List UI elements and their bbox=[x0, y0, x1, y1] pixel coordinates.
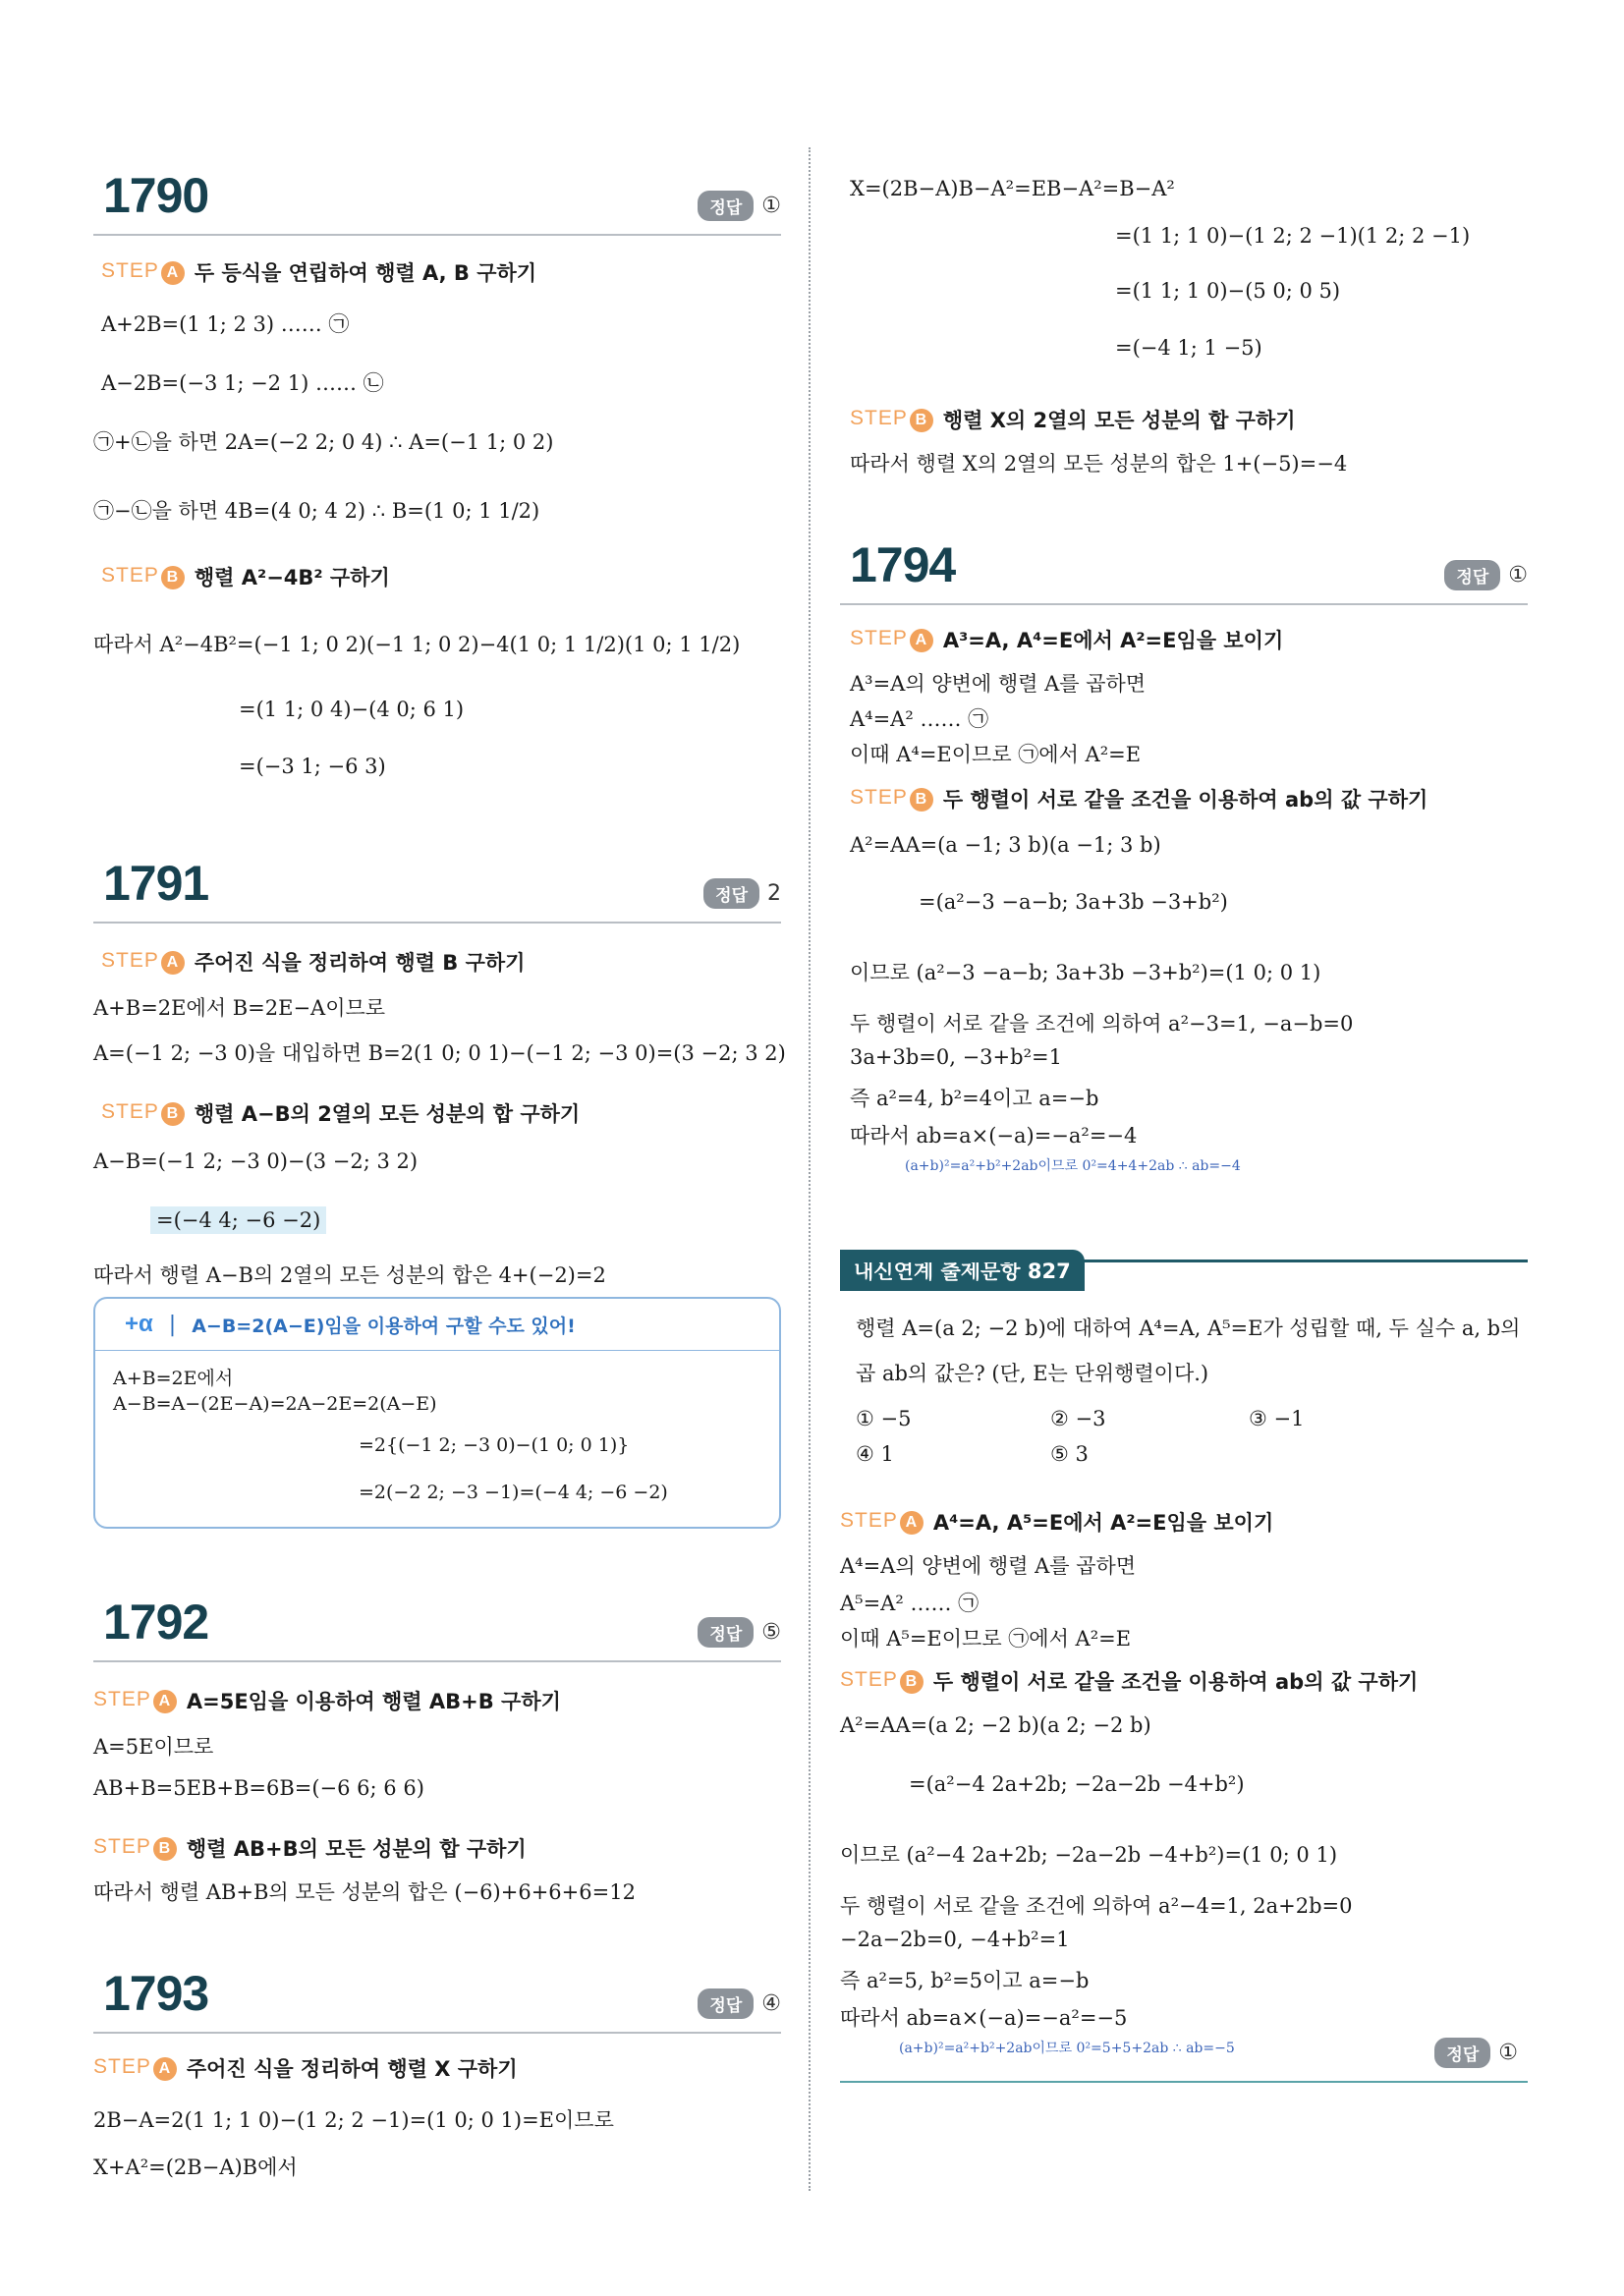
answer-value: ① bbox=[761, 194, 781, 218]
solution-line: 따라서 ab=a×(−a)=−a²=−5 bbox=[840, 2006, 1128, 2030]
solution-line: −2a−2b=0, −4+b²=1 bbox=[840, 1928, 1070, 1951]
step-a bbox=[840, 1507, 1273, 1537]
problem-number: 1791 bbox=[103, 856, 209, 911]
solution-line: 즉 a²=4, b²=4이고 a=−b bbox=[850, 1087, 1099, 1110]
step-a bbox=[101, 257, 536, 287]
solution-line: =(1 1; 1 0)−(5 0; 0 5) bbox=[1115, 279, 1341, 303]
solution-line: 즉 a²=5, b²=5이고 a=−b bbox=[840, 1969, 1090, 1992]
step-letter: B bbox=[153, 1837, 177, 1861]
answer-value: ④ bbox=[761, 1991, 781, 2016]
solution-line: A⁴=A의 양변에 행렬 A를 곱하면 bbox=[840, 1554, 1137, 1578]
solution-line: 따라서 ab=a×(−a)=−a²=−4 bbox=[850, 1124, 1138, 1148]
solution-line: 따라서 행렬 AB+B의 모든 성분의 합은 (−6)+6+6+6=12 bbox=[93, 1880, 636, 1904]
solution-line: =(−4 4; −6 −2) bbox=[150, 1206, 326, 1234]
step-title: A⁴=A, A⁵=E에서 A²=E임을 보이기 bbox=[932, 1511, 1274, 1535]
solution-line: A−B=(−1 2; −3 0)−(3 −2; 3 2) bbox=[93, 1149, 419, 1173]
solution-line: =(a²−4 2a+2b; −2a−2b −4+b²) bbox=[909, 1772, 1245, 1796]
answer-badge: 정답 bbox=[698, 1988, 754, 2019]
answer bbox=[698, 1617, 781, 1648]
step-b bbox=[101, 1098, 580, 1128]
alpha-line: A+B=2E에서 bbox=[113, 1368, 234, 1389]
choice: ① −5 bbox=[856, 1407, 912, 1430]
step-letter: A bbox=[161, 261, 185, 285]
solution-line: AB+B=5EB+B=6B=(−6 6; 6 6) bbox=[93, 1776, 424, 1800]
solution-line: A²=AA=(a −1; 3 b)(a −1; 3 b) bbox=[850, 833, 1161, 857]
alpha-note-box bbox=[93, 1297, 781, 1529]
answer-badge: 정답 bbox=[1444, 560, 1500, 590]
alpha-plus-icon: +α bbox=[125, 1311, 153, 1337]
step-tag: STEP B bbox=[101, 1100, 185, 1126]
step-title: 두 등식을 연립하여 행렬 A, B 구하기 bbox=[194, 261, 537, 285]
side-note: (a+b)²=a²+b²+2ab이므로 0²=4+4+2ab ∴ ab=−4 bbox=[905, 1158, 1241, 1174]
alpha-line: =2{(−1 2; −3 0)−(1 0; 0 1)} bbox=[359, 1434, 630, 1456]
step-letter: B bbox=[910, 409, 933, 432]
step-a bbox=[93, 1686, 561, 1715]
solution-line: A²=AA=(a 2; −2 b)(a 2; −2 b) bbox=[840, 1713, 1151, 1737]
step-title: 행렬 X의 2열의 모든 성분의 합 구하기 bbox=[942, 409, 1296, 432]
step-tag: STEP A bbox=[101, 949, 185, 975]
choice: ⑤ 3 bbox=[1050, 1442, 1089, 1466]
step-title: 주어진 식을 정리하여 행렬 B 구하기 bbox=[194, 951, 526, 975]
step-title: 두 행렬이 서로 같을 조건을 이용하여 ab의 값 구하기 bbox=[932, 1670, 1419, 1694]
step-b bbox=[101, 562, 390, 591]
solution-line: X=(2B−A)B−A²=EB−A²=B−A² bbox=[850, 177, 1175, 200]
answer bbox=[1444, 560, 1528, 590]
step-b bbox=[850, 405, 1296, 434]
step-tag: STEP A bbox=[93, 2055, 177, 2081]
solution-line: 두 행렬이 서로 같을 조건에 의하여 a²−4=1, 2a+2b=0 bbox=[840, 1894, 1353, 1918]
solution-line: 이므로 (a²−3 −a−b; 3a+3b −3+b²)=(1 0; 0 1) bbox=[850, 961, 1321, 984]
problem-1793-header bbox=[93, 1965, 781, 2034]
solution-line: ㉠−㉡을 하면 4B=(4 0; 4 2) ∴ B=(1 0; 1 1/2) bbox=[93, 499, 540, 523]
problem-number: 1790 bbox=[103, 168, 209, 223]
solution-line: A⁵=A² …… ㉠ bbox=[840, 1592, 980, 1615]
solution-line: 3a+3b=0, −3+b²=1 bbox=[850, 1045, 1062, 1069]
step-tag: STEP B bbox=[93, 1835, 177, 1861]
answer-value: ① bbox=[1498, 2041, 1518, 2065]
step-b bbox=[840, 1666, 1418, 1696]
solution-line: A³=A의 양변에 행렬 A를 곱하면 bbox=[850, 672, 1147, 696]
solution-line: 2B−A=2(1 1; 1 0)−(1 2; 2 −1)=(1 0; 0 1)=E이므로 bbox=[93, 2108, 614, 2132]
solution-line: 이므로 (a²−4 2a+2b; −2a−2b −4+b²)=(1 0; 0 1) bbox=[840, 1843, 1338, 1867]
problem-1792-header bbox=[93, 1594, 781, 1662]
alpha-title: A−B=2(A−E)임을 이용하여 구할 수도 있어! bbox=[192, 1315, 576, 1337]
step-letter: B bbox=[161, 1102, 185, 1126]
step-title: A³=A, A⁴=E에서 A²=E임을 보이기 bbox=[942, 629, 1284, 652]
solution-line: A+2B=(1 1; 2 3) …… ㉠ bbox=[101, 312, 350, 336]
solution-line: =(−4 1; 1 −5) bbox=[1115, 336, 1262, 360]
solution-line: A=(−1 2; −3 0)을 대입하면 B=2(1 0; 0 1)−(−1 2; −3 0)=(3 −2; 3 2) bbox=[93, 1041, 786, 1065]
step-letter: B bbox=[161, 566, 185, 589]
answer bbox=[698, 1988, 781, 2019]
problem-1790-header bbox=[93, 167, 781, 236]
step-letter: A bbox=[910, 629, 933, 652]
solution-line: =(1 1; 0 4)−(4 0; 6 1) bbox=[239, 698, 465, 721]
solution-line: A=5E이므로 bbox=[93, 1735, 214, 1759]
solution-line: ㉠+㉡을 하면 2A=(−2 2; 0 4) ∴ A=(−1 1; 0 2) bbox=[93, 430, 554, 454]
solution-line: X+A²=(2B−A)B에서 bbox=[93, 2156, 298, 2179]
problem-number: 1792 bbox=[103, 1595, 209, 1650]
choice: ④ 1 bbox=[856, 1442, 894, 1466]
step-letter: A bbox=[153, 2057, 177, 2081]
problem-number: 1793 bbox=[103, 1966, 209, 2021]
step-tag: STEP A bbox=[850, 627, 933, 652]
answer-badge: 정답 bbox=[1434, 2038, 1490, 2068]
solution-line: 이때 A⁵=E이므로 ㉠에서 A²=E bbox=[840, 1627, 1132, 1651]
problem-1794-header bbox=[840, 536, 1528, 605]
step-b bbox=[850, 784, 1428, 813]
step-title: 두 행렬이 서로 같을 조건을 이용하여 ab의 값 구하기 bbox=[942, 788, 1428, 812]
solution-line: A⁴=A² …… ㉠ bbox=[850, 707, 989, 731]
answer-badge: 정답 bbox=[703, 878, 759, 909]
solution-line: =(−3 1; −6 3) bbox=[239, 755, 386, 778]
step-title: 행렬 A²−4B² 구하기 bbox=[194, 566, 390, 589]
problem-number: 1794 bbox=[850, 537, 956, 592]
choice: ② −3 bbox=[1050, 1407, 1106, 1430]
solution-line: 따라서 A²−4B²=(−1 1; 0 2)(−1 1; 0 2)−4(1 0; 1 1/2)(1 0; 1 1/2) bbox=[93, 633, 741, 656]
problem-1791-header bbox=[93, 855, 781, 924]
step-tag: STEP B bbox=[101, 564, 185, 589]
neshin-rule bbox=[840, 1260, 1528, 1262]
answer bbox=[698, 191, 781, 221]
solution-line: 이때 A⁴=E이므로 ㉠에서 A²=E bbox=[850, 743, 1142, 766]
step-letter: A bbox=[900, 1511, 924, 1535]
step-a bbox=[101, 947, 525, 977]
separator: | bbox=[168, 1312, 177, 1337]
solution-line: 두 행렬이 서로 같을 조건에 의하여 a²−3=1, −a−b=0 bbox=[850, 1012, 1354, 1036]
step-letter: A bbox=[153, 1690, 177, 1713]
step-tag: STEP A bbox=[840, 1509, 924, 1535]
step-title: 주어진 식을 정리하여 행렬 X 구하기 bbox=[186, 2057, 518, 2081]
column-divider bbox=[809, 147, 811, 2191]
step-tag: STEP B bbox=[850, 407, 933, 432]
neshin-tab: 내신연계 출제문항 827 bbox=[840, 1250, 1085, 1291]
step-title: 행렬 AB+B의 모든 성분의 합 구하기 bbox=[186, 1837, 527, 1861]
step-tag: STEP A bbox=[101, 259, 185, 285]
step-a bbox=[850, 625, 1283, 654]
step-tag: STEP A bbox=[93, 1688, 177, 1713]
answer bbox=[703, 878, 781, 909]
step-letter: B bbox=[910, 788, 933, 812]
answer-value: ⑤ bbox=[761, 1620, 781, 1645]
solution-line: 따라서 행렬 A−B의 2열의 모든 성분의 합은 4+(−2)=2 bbox=[93, 1263, 606, 1287]
solution-line: =(1 1; 1 0)−(1 2; 2 −1)(1 2; 2 −1) bbox=[1115, 224, 1471, 248]
step-tag: STEP B bbox=[850, 786, 933, 812]
step-letter: B bbox=[900, 1670, 924, 1694]
alpha-divider bbox=[95, 1350, 779, 1351]
solution-line: A−2B=(−3 1; −2 1) …… ㉡ bbox=[101, 371, 384, 395]
step-a bbox=[93, 2053, 518, 2083]
alpha-line: =2(−2 2; −3 −1)=(−4 4; −6 −2) bbox=[359, 1482, 668, 1503]
answer bbox=[1434, 2038, 1518, 2068]
solution-line: A+B=2E에서 B=2E−A이므로 bbox=[93, 996, 386, 1020]
step-tag: STEP B bbox=[840, 1668, 924, 1694]
alpha-line: A−B=A−(2E−A)=2A−2E=2(A−E) bbox=[113, 1393, 437, 1415]
solution-line: =(a²−3 −a−b; 3a+3b −3+b²) bbox=[919, 890, 1228, 914]
step-letter: A bbox=[161, 951, 185, 975]
answer-value: 2 bbox=[767, 881, 781, 906]
answer-badge: 정답 bbox=[698, 1617, 754, 1648]
section-end-rule bbox=[840, 2081, 1528, 2083]
alpha-header bbox=[125, 1311, 576, 1338]
side-note: (a+b)²=a²+b²+2ab이므로 0²=5+5+2ab ∴ ab=−5 bbox=[899, 2041, 1235, 2056]
answer-value: ① bbox=[1508, 563, 1528, 588]
question-line: 행렬 A=(a 2; −2 b)에 대하여 A⁴=A, A⁵=E가 성립할 때, 두 실수 a, b의 bbox=[856, 1316, 1521, 1340]
solution-line: 따라서 행렬 X의 2열의 모든 성분의 합은 1+(−5)=−4 bbox=[850, 452, 1348, 476]
choice: ③ −1 bbox=[1249, 1407, 1305, 1430]
question-line: 곱 ab의 값은? (단, E는 단위행렬이다.) bbox=[856, 1362, 1209, 1385]
step-b bbox=[93, 1833, 527, 1863]
step-title: A=5E임을 이용하여 행렬 AB+B 구하기 bbox=[186, 1690, 561, 1713]
answer-badge: 정답 bbox=[698, 191, 754, 221]
step-title: 행렬 A−B의 2열의 모든 성분의 합 구하기 bbox=[194, 1102, 581, 1126]
